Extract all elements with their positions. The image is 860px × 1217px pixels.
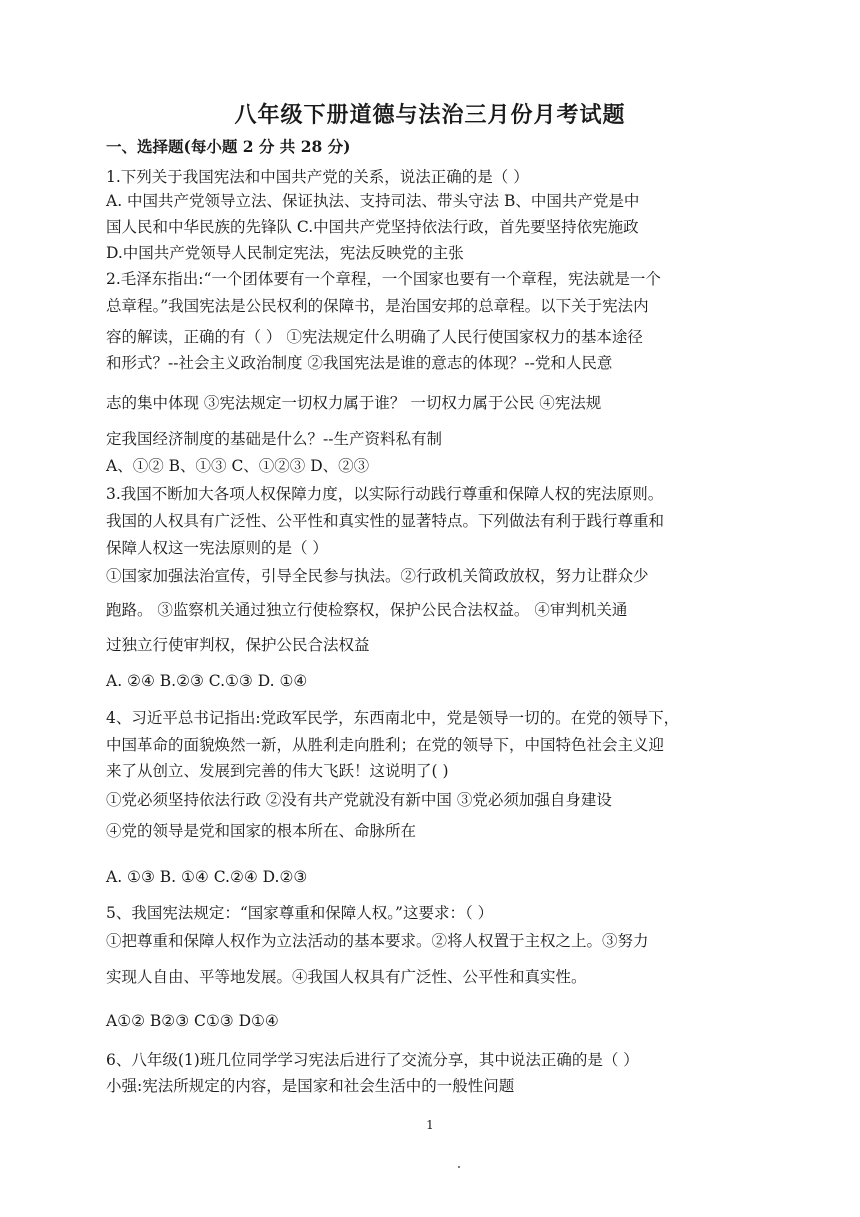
section-heading: 一、选择题(每小题 2 分 共 28 分) bbox=[106, 137, 351, 156]
q2-stem-line-1: 2.毛泽东指出:“一个团体要有一个章程，一个国家也要有一个章程，宪法就是一个 bbox=[106, 270, 661, 288]
q4-statements-line-2: ④党的领导是党和国家的根本所在、命脉所在 bbox=[106, 822, 417, 840]
q4-options: A. ①③ B. ①④ C.②④ D.②③ bbox=[106, 868, 308, 886]
q2-options: A、①② B、①③ C、①②③ D、②③ bbox=[106, 457, 370, 475]
q1-options-line-3: D.中国共产党领导人民制定宪法，宪法反映党的主张 bbox=[106, 244, 464, 262]
q3-stem-line-1: 3.我国不断加大各项人权保障力度，以实际行动践行尊重和保障人权的宪法原则。 bbox=[106, 485, 664, 503]
q5-stem: 5、我国宪法规定：“国家尊重和保障人权。”这要求：（ ） bbox=[106, 904, 494, 922]
q5-options: A①② B②③ C①③ D①④ bbox=[106, 1012, 279, 1030]
q2-stem-line-3: 容的解读，正确的有（ ） ①宪法规定什么明确了人民行使国家权力的基本途径 bbox=[106, 328, 643, 346]
q5-statements-line-2: 实现人自由、平等地发展。④我国人权具有广泛性、公平性和真实性。 bbox=[106, 968, 587, 986]
q4-statements-line-1: ①党必须坚持依法行政 ②没有共产党就没有新中国 ③党必须加强自身建设 bbox=[106, 791, 612, 809]
q6-statement-xiaoqiang: 小强:宪法所规定的内容，是国家和社会生活中的一般性问题 bbox=[106, 1077, 515, 1095]
q4-stem-line-3: 来了从创立、发展到完善的伟大飞跃！这说明了( ) bbox=[106, 762, 449, 780]
q4-stem-line-2: 中国革命的面貌焕然一新，从胜利走向胜利；在党的领导下，中国特色社会主义迎 bbox=[106, 736, 665, 754]
q2-stem-line-2: 总章程。”我国宪法是公民权利的保障书，是治国安邦的总章程。以下关于宪法内 bbox=[106, 297, 649, 315]
q3-statements-line-2: 跑路。 ③监察机关通过独立行使检察权，保护公民合法权益。 ④审判机关通 bbox=[106, 601, 628, 619]
q1-stem: 1.下列关于我国宪法和中国共产党的关系，说法正确的是（ ） bbox=[106, 168, 529, 186]
q3-options: A. ②④ B.②③ C.①③ D. ①④ bbox=[106, 672, 308, 690]
q2-stem-line-5: 志的集中体现 ③宪法规定一切权力属于谁？ 一切权力属于公民 ④宪法规 bbox=[106, 394, 602, 412]
page-number: 1 bbox=[426, 1118, 434, 1132]
q6-stem: 6、八年级(1)班几位同学学习宪法后进行了交流分享，其中说法正确的是（ ） bbox=[106, 1051, 639, 1069]
q1-options-line-1: A. 中国共产党领导立法、保证执法、支持司法、带头守法 B、中国共产党是中 bbox=[106, 192, 640, 210]
q4-stem-line-1: 4、习近平总书记指出:党政军民学，东西南北中，党是领导一切的。在党的领导下， bbox=[106, 709, 680, 727]
q2-stem-line-6: 定我国经济制度的基础是什么？--生产资料私有制 bbox=[106, 430, 442, 448]
q2-stem-line-4: 和形式？--社会主义政治制度 ②我国宪法是谁的意志的体现？--党和人民意 bbox=[106, 354, 613, 372]
scan-speck bbox=[458, 1166, 460, 1168]
exam-title: 八年级下册道德与法治三月份月考试题 bbox=[234, 102, 626, 128]
q3-stem-line-2: 我国的人权具有广泛性、公平性和真实性的显著特点。下列做法有利于践行尊重和 bbox=[106, 512, 665, 530]
q1-options-line-2: 国人民和中华民族的先锋队 C.中国共产党坚持依法行政，首先要坚持依宪施政 bbox=[106, 218, 639, 236]
q3-statements-line-1: ①国家加强法治宣传，引导全民参与执法。②行政机关简政放权，努力让群众少 bbox=[106, 567, 649, 585]
q3-stem-line-3: 保障人权这一宪法原则的是（ ） bbox=[106, 539, 328, 557]
q5-statements-line-1: ①把尊重和保障人权作为立法活动的基本要求。②将人权置于主权之上。③努力 bbox=[106, 932, 649, 950]
q3-statements-line-3: 过独立行使审判权，保护公民合法权益 bbox=[106, 636, 370, 654]
